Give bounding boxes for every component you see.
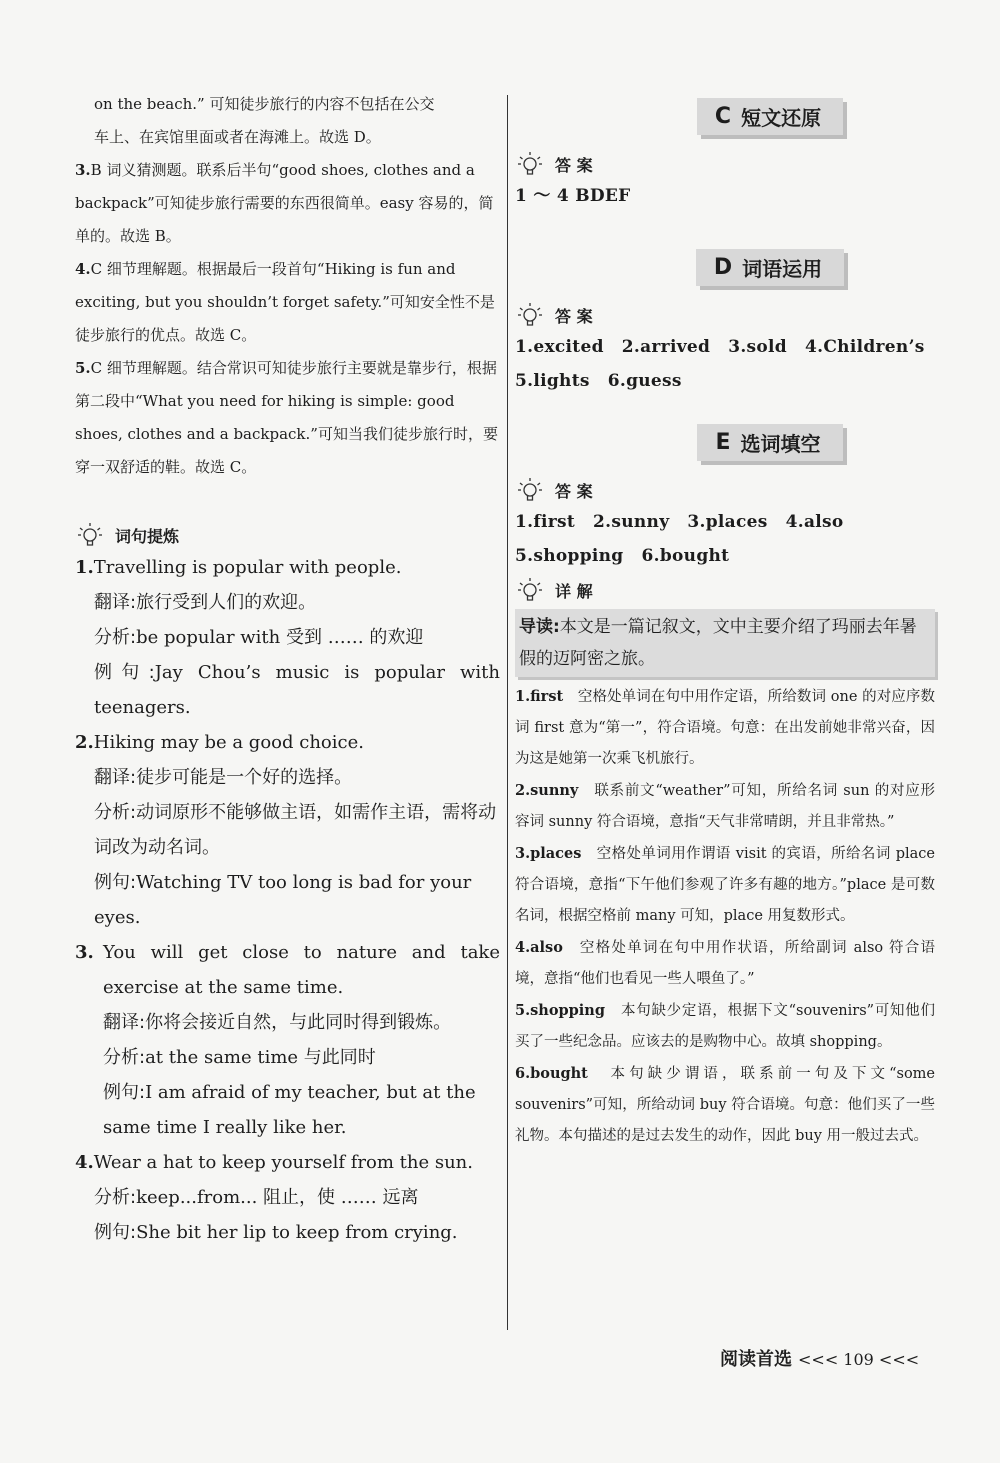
guide-label: 导读: [519, 617, 560, 637]
phrase-3-sentence: 3. You will get close to nature and take exercise at the same time. [75, 942, 500, 998]
phrase-4-example: 例句:She bit her lip to keep from crying. [94, 1222, 458, 1243]
phrase-4-sentence: 4.Wear a hat to keep yourself from the sun. [75, 1152, 473, 1173]
item-text: C 细节理解题。结合常识可知徒步旅行主要就是靠步行，根据第二段中“What you need for hiking is simple: good shoes, clothes and a backpack.”可知当我们徒步旅行时，要穿一双舒适的鞋。故选 C。 [75, 359, 498, 476]
section-title: 词语运用 [742, 257, 823, 281]
answers-e-row-2: 5.shopping 6.bought [515, 546, 730, 566]
answers-d-row-2: 5.lights 6.guess [515, 371, 682, 391]
explanation-5: 5.shopping 本句缺少定语，根据下文“souvenirs”可知他们买了一些纪念品。应该去的是购物中心。故填 shopping。 [515, 1002, 935, 1050]
item-number: 5. [75, 359, 91, 377]
lightbulb-icon [75, 520, 105, 550]
reading-guide [515, 609, 935, 677]
explanation-6: 6.bought 本句缺少谓语，联系前一句及下文“some souvenirs”可知，所给动词 buy 符合语境。句意：他们买了一些礼物。本句描述的是过去发生的动作，因此 buy 用一般过去式。 [515, 1065, 936, 1144]
phrase-1-example: 例句:Jay Chou’s music is popular with teenagers. [94, 662, 500, 718]
phrase-1-analysis: 分析:be popular with 受到 …… 的欢迎 [94, 627, 424, 648]
section-title: 短文还原 [741, 106, 822, 130]
answer-heading-d: 答 案 [515, 300, 935, 330]
right-column [515, 98, 935, 1152]
answer-explanation-3 [75, 154, 500, 253]
phrases-heading [75, 520, 500, 550]
detail-heading: 详 解 [515, 575, 935, 605]
phrases-heading-text: 词句提炼 [115, 526, 180, 546]
section-letter: D [713, 255, 733, 280]
phrase-2-sentence: 2.Hiking may be a good choice. [75, 732, 364, 753]
explanation-1: 1.first 空格处单词在句中用作定语，所给数词 one 的对应序数词 first 意为“第一”，符合语境。句意：在出发前她非常兴奋，因为这是她第一次乘飞机旅行。 [515, 688, 935, 767]
answer-c: 1 ～ 4 BDEF [515, 186, 631, 206]
explanation-4: 4.also 空格处单词在句中用作状语，所给副词 also 符合语境，意指“他们也看见一些人喂鱼了。” [515, 939, 936, 987]
lightbulb-icon [515, 300, 545, 330]
answer-explanation-5 [75, 352, 500, 484]
item-number: 3. [75, 161, 91, 179]
left-column [75, 88, 500, 1250]
section-d-header [605, 249, 935, 286]
continued-line-1: on the beach.” 可知徒步旅行的内容不包括在公交 [94, 95, 435, 113]
item-text: C 细节理解题。根据最后一段首句“Hiking is fun and exciting, but you shouldn’t forget safety.”可知安全性不是徒步旅行的优点。故选 C。 [75, 260, 495, 344]
section-e-title-box [697, 424, 842, 461]
phrase-2-example: 例句:Watching TV too long is bad for your eyes. [94, 872, 472, 928]
continued-line-2: 车上、在宾馆里面或者在海滩上。故选 D。 [94, 128, 381, 146]
phrase-4-analysis: 分析:keep...from... 阻止，使 …… 远离 [94, 1187, 419, 1208]
phrase-3-example: 例句:I am afraid of my teacher, but at the same time I really like her. [103, 1082, 476, 1138]
answer-heading-c: 答 案 [515, 149, 935, 179]
page-footer [720, 1345, 919, 1371]
phrase-2-translation: 翻译:徒步可能是一个好的选择。 [94, 767, 353, 788]
section-title: 选词填空 [740, 432, 821, 456]
section-c-title-box [697, 98, 843, 135]
page-number: <<< 109 <<< [798, 1350, 920, 1369]
answers-e-row-1: 1.first 2.sunny 3.places 4.also [515, 512, 844, 532]
footer-title: 阅读首选 [720, 1349, 792, 1370]
explanation-3: 3.places 空格处单词用作谓语 visit 的宾语，所给名词 place 符合语境，意指“下午他们参观了许多有趣的地方。”place 是可数名词，根据空格前 many 可知，place 用复数形式。 [515, 845, 935, 924]
answer-heading-e: 答 案 [515, 475, 935, 505]
section-d-title-box [696, 249, 844, 286]
explanation-2: 2.sunny 联系前文“weather”可知，所给名词 sun 的对应形容词 sunny 符合语境，意指“天气非常晴朗，并且非常热。” [515, 782, 936, 830]
answers-d-row-1: 1.excited 2.arrived 3.sold 4.Children’s [515, 337, 925, 357]
phrase-3-analysis: 分析:at the same time 与此同时 [103, 1047, 376, 1068]
lightbulb-icon [515, 149, 545, 179]
phrase-3-translation: 翻译:你将会接近自然，与此同时得到锻炼。 [103, 1012, 452, 1033]
lightbulb-icon [515, 575, 545, 605]
lightbulb-icon [515, 475, 545, 505]
column-divider [507, 95, 508, 1330]
section-c-header [605, 98, 935, 135]
item-text: B 词义猜测题。联系后半句“good shoes, clothes and a backpack”可知徒步旅行需要的东西很简单。easy 容易的，简单的。故选 B。 [75, 161, 494, 245]
item-number: 4. [75, 260, 91, 278]
section-e-header [605, 424, 935, 461]
phrase-1-translation: 翻译:旅行受到人们的欢迎。 [94, 592, 317, 613]
section-letter: E [715, 430, 731, 455]
answer-explanation-4 [75, 253, 500, 352]
phrase-1-sentence: 1.Travelling is popular with people. [75, 557, 402, 578]
phrase-2-analysis: 分析:动词原形不能够做主语，如需作主语，需将动词改为动名词。 [94, 802, 497, 858]
section-letter: C [714, 104, 732, 129]
guide-text: 本文是一篇记叙文，文中主要介绍了玛丽去年暑假的迈阿密之旅。 [519, 617, 917, 669]
